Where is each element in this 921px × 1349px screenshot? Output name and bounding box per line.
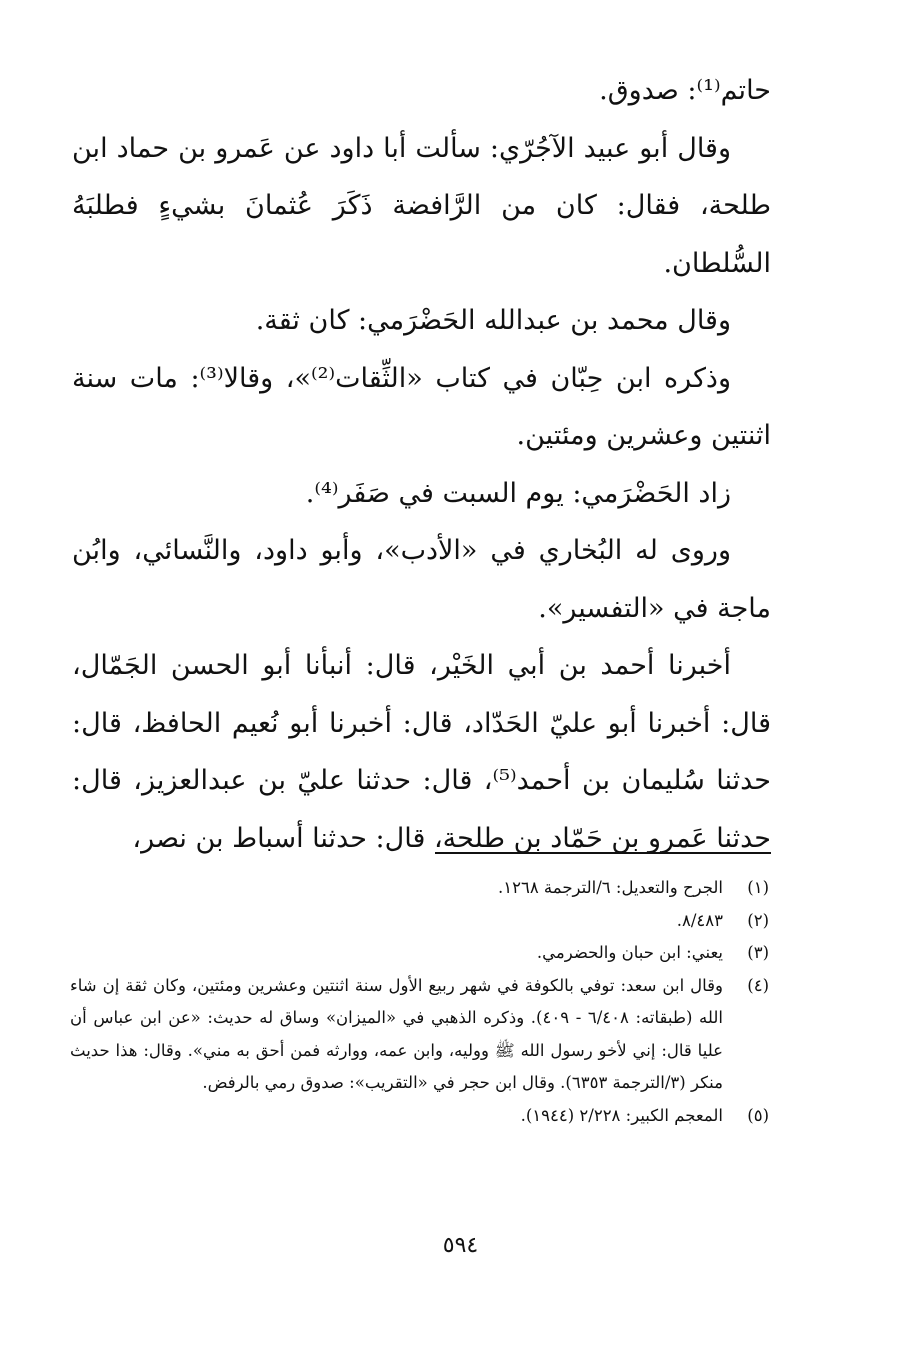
paragraph: وذكره ابن حِبّان في كتاب «الثِّقات⁽²⁾»، وقالا⁽³⁾: مات سنة اثنتين وعشرين ومئتين. (72, 362, 771, 451)
footnote-number: (٢) (747, 910, 769, 930)
page-number: ٥٩٤ (442, 1233, 479, 1258)
paragraph: زاد الحَضْرَمي: يوم السبت في صَفَر⁽⁴⁾. (305, 477, 731, 509)
footnote-item (70, 937, 769, 970)
footnote-number: (٤) (747, 975, 769, 995)
footnote-text: وقال ابن سعد: توفي بالكوفة في شهر ربيع الأول سنة اثنتين وعشرين ومئتين، وكان ثقة إن شاء الله (طبقاته: ٦/٤٠٨ - ٤٠٩). وذكره الذهبي في «الميزان» وساق له حديث: «عن ابن عباس أن عليا قال: إني لأخو رسول الله ﷺ ووليه، وابن عمه، ووارثه فمن أحق به مني». وقال: هذا حديث منكر (٣/الترجمة ٦٣٥٣). وقال ابن حجر في «التقريب»: صدوق رمي بالرفض. (70, 975, 723, 1092)
footnote-text: المعجم الكبير: ٢/٢٢٨ (١٩٤٤). (520, 1105, 723, 1125)
footnote-text: ٨/٤٨٣. (676, 910, 723, 930)
footnote-number: (٣) (747, 943, 769, 962)
footnote-text: يعني: ابن حبان والحضرمي. (536, 943, 723, 962)
footnote-item (70, 1100, 769, 1133)
footnote-divider (435, 852, 771, 854)
footnote-number: (١) (747, 878, 769, 897)
paragraph: وروى له البُخاري في «الأدب»، وأبو داود، والنَّسائي، وابُن ماجة في «التفسير». (72, 535, 771, 624)
footnotes (70, 872, 769, 1132)
footnote-item (70, 872, 769, 905)
footnote-item (70, 905, 769, 938)
paragraph: وقال محمد بن عبدالله الحَضْرَمي: كان ثقة. (255, 305, 731, 336)
paragraph: أخبرنا أحمد بن أبي الخَيْر، قال: أنبأنا أبو الحسن الجَمّال، قال: أخبرنا أبو عليّ الحَدّاد، قال: أخبرنا أبو نُعيم الحافظ، قال: حدثنا سُليمان بن أحمد⁽⁵⁾، قال: حدثنا عليّ بن عبدالعزيز، قال: حدثنا عَمرو بن حَمّاد بن طلحة، قال: حدثنا أسباط بن نصر، (72, 650, 771, 854)
footnote-text: الجرح والتعديل: ٦/الترجمة ١٢٦٨. (497, 878, 723, 897)
main-text (72, 62, 771, 867)
footnote-number: (٥) (747, 1105, 769, 1125)
paragraph: حاتم⁽¹⁾: صدوق. (599, 75, 771, 106)
paragraph: وقال أبو عبيد الآجُرّي: سألت أبا داود عن عَمرو بن حماد ابن طلحة، فقال: كان من الرَّافضة ذَكَرَ عُثمانَ بشيءٍ فطلبَهُ السُّلطان. (72, 132, 771, 279)
footnote-item (70, 970, 769, 1100)
